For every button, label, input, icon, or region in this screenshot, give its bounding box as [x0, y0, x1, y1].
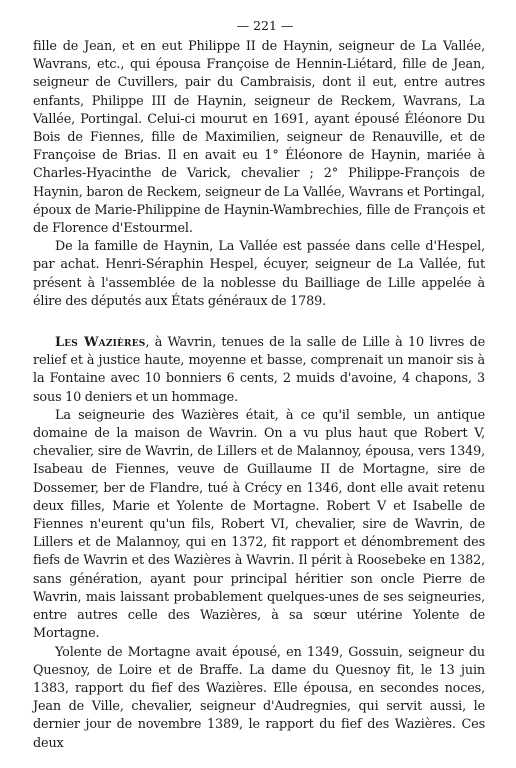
- paragraph-wazieres-intro-text: , à Wavrin, tenues de la salle de Lille à 10 livres de relief et à justice haute, moyenne et basse, comprenait un manoir sis à la Fontaine avec 10 bonniers 6 cents, 2 muids d'avoine, 4 chapons, 3 sous 10 deniers et un hommage.: [33, 335, 485, 405]
- page-number: — 221 —: [236, 18, 294, 33]
- section-lead-wazieres: Les Wazières: [55, 335, 146, 351]
- paragraph-hespel-purchase: De la famille de Haynin, La Vallée est passée dans celle d'Hespel, par achat. Henri-Séraphin Hespel, écuyer, seigneur de La Vallée, fut présent à l'assemblée de la noblesse du Bailliage de Lille appelée à élire des députés aux États généraux de 1789.: [33, 239, 485, 309]
- document-page: [33, 18, 485, 753]
- paragraph-wazieres-history: La seigneurie des Wazières était, à ce qu'il semble, un antique domaine de la maison de Wavrin. On a vu plus haut que Robert V, chevalier, sire de Wavrin, de Lillers et de Malannoy, épousa, vers 1349, Isabeau de Fiennes, veuve de Guillaume II de Mortagne, sire de Dossemer, ber de Flandre, tué à Crécy en 1346, dont elle avait retenu deux filles, Marie et Yolente de Mortagne. Robert V et Isabelle de Fiennes n'eurent qu'un fils, Robert VI, chevalier, sire de Wavrin, de Lillers et de Malannoy, qui en 1372, fit rapport et dénombrement des fiefs de Wavrin et des Wazières à Wavrin. Il périt à Roosebeke en 1382, sans génération, ayant pour principal héritier son oncle Pierre de Wavrin, mais laissant probablement quelques-unes de ses seigneuries, entre autres celle des Wazières, à sa sœur utérine Yolente de Mortagne.: [33, 407, 485, 642]
- paragraph-haynin-lineage: fille de Jean, et en eut Philippe II de Haynin, seigneur de La Vallée, Wavrans, etc., qui épousa Françoise de Hennin-Liétard, fille de Jean, seigneur de Cuvillers, pair du Cambraisis, dont il eut, entre autres enfants, Philippe III de Haynin, seigneur de Reckem, Wavrans, La Vallée, Portingal. Celui-ci mourut en 1691, ayant épousé Éléonore Du Bois de Fiennes, fille de Maximilien, seigneur de Renauville, et de Françoise de Brias. Il en avait eu 1° Éléonore de Haynin, mariée à Charles-Hyacinthe de Varick, chevalier ; 2° Philippe-François de Haynin, baron de Reckem, seigneur de La Vallée, Wavrans et Portingal, époux de Marie-Philippine de Haynin-Wambrechies, fille de François et de Florence d'Estourmel.: [33, 39, 485, 237]
- paragraph-yolente-mortagne: Yolente de Mortagne avait épousé, en 1349, Gossuin, seigneur du Quesnoy, de Loire et de Braffe. La dame du Quesnoy fit, le 13 juin 1383, rapport du fief des Wazières. Elle épousa, en secondes noces, Jean de Ville, chevalier, seigneur d'Audregnies, qui servit aussi, le dernier jour de novembre 1389, le rapport du fief des Wazières. Ces deux: [33, 644, 485, 751]
- paragraph-wazieres-intro: [33, 334, 485, 407]
